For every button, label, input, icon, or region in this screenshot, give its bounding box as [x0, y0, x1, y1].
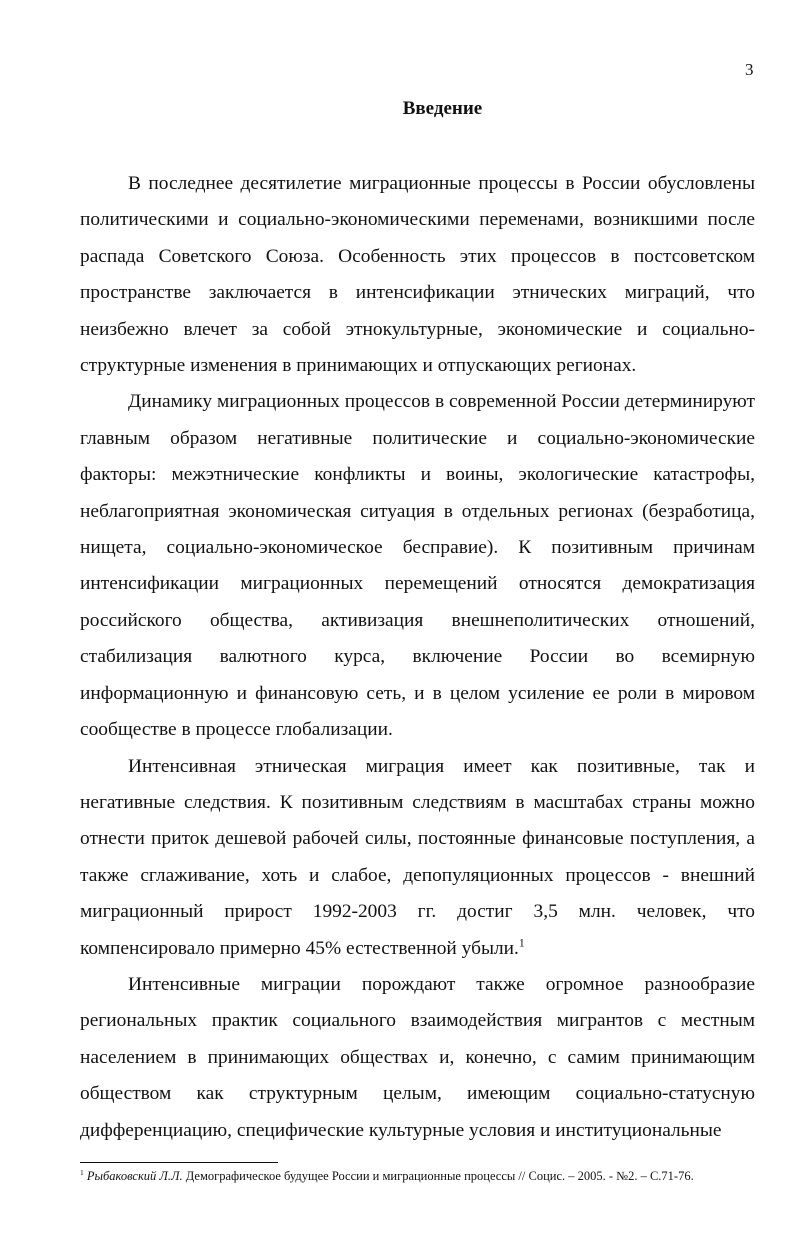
- footnote-author: Рыбаковский Л.Л.: [86, 1169, 183, 1183]
- paragraph-1: В последнее десятилетие миграционные процессы в России обусловлены политическими и социально-экономическими переменами, возникшими после распада Советского Союза. Особенность этих процессов в постсоветском пространстве заключается в интенсификации этнических миграций, что неизбежно влечет за собой этнокультурные, экономические и социально-структурные изменения в принимающих и отпускающих регионах.: [80, 173, 755, 377]
- body-text: [80, 166, 755, 1149]
- paragraph-4: Интенсивные миграции порождают также огромное разнообразие региональных практик социального взаимодействия мигрантов с местным населением в принимающих обществах и, конечно, с самим принимающим обществом как структурным целым, имеющим социально-статусную дифференциацию, специфические культурные условия и институциональные: [80, 973, 755, 1141]
- footnote-number: 1: [80, 1167, 84, 1177]
- paragraph-2: Динамику миграционных процессов в современной России детерминируют главным образом негативные политические и социально-экономические факторы: межэтнические конфликты и воины, экологические катастрофы, неблагоприятная экономическая ситуация в отдельных регионах (безработица, нищета, социально-экономическое бесправие). К позитивным причинам интенсификации миграционных перемещений относятся демократизация российского общества, активизация внешнеполитических отношений, стабилизация валютного курса, включение России во всемирную информационную и финансовую сеть, и в целом усиление ее роли в мировом сообществе в процессе глобализации.: [80, 391, 755, 741]
- page-number: 3: [745, 60, 754, 79]
- footnote-text: Демографическое будущее России и миграционные процессы // Социс. – 2005. - №2. – С.71-76.: [185, 1169, 694, 1183]
- footnote: [80, 1168, 760, 1184]
- footnote-reference: 1: [518, 936, 525, 950]
- footnote-divider: [80, 1162, 278, 1163]
- page-title: Введение: [402, 98, 483, 119]
- paragraph-3: [80, 749, 755, 967]
- paragraph-3-text: Интенсивная этническая миграция имеет как позитивные, так и негативные следствия. К позитивным следствиям в масштабах страны можно отнести приток дешевой рабочей силы, постоянные финансовые поступления, а также сглаживание, хоть и слабое, депопуляционных процессов - внешний миграционный прирост 1992-2003 гг. достиг 3,5 млн. человек, что компенсировало примерно 45% естественной убыли.: [80, 755, 755, 959]
